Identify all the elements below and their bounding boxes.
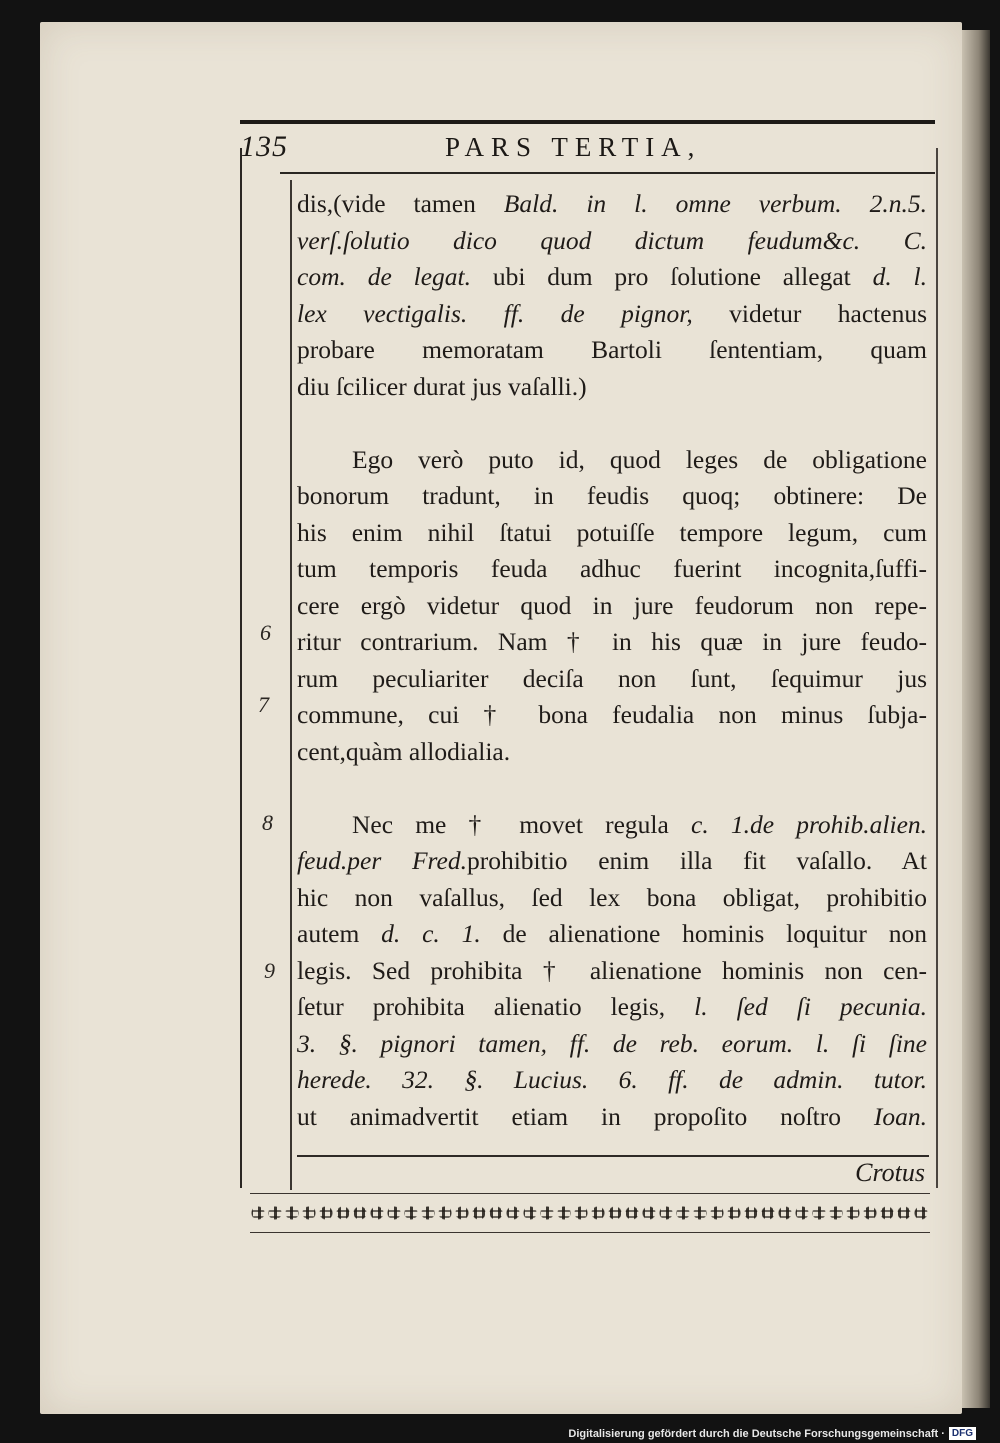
- text-line: cent,quàm allodialia.: [297, 736, 511, 766]
- text-line: tum temporis feuda adhuc fuerint incognita,ſuffi-: [297, 554, 927, 583]
- ornament-border-top: [250, 1193, 930, 1194]
- text-line: Ego verò puto id, quod leges de obligatione: [352, 444, 927, 474]
- running-title: PARS TERTIA,: [445, 132, 702, 162]
- dfg-logo-icon: DFG: [949, 1427, 976, 1440]
- text-line: ſetur prohibita alienatio legis, l. ſed ſi pecunia.: [297, 992, 927, 1021]
- ornament-border-bottom: [250, 1232, 930, 1233]
- text-line: feud.per Fred.prohibitio enim illa fit vaſallo. At: [297, 846, 927, 875]
- main-text: [297, 186, 927, 1135]
- text-line: diu ſcilicer durat jus vaſalli.): [297, 371, 587, 401]
- text-line: 3. §. pignori tamen, ff. de reb. eorum. l. ſi ſine: [297, 1028, 927, 1058]
- catchword: Crotus: [855, 1158, 925, 1187]
- text-line: commune, cui † bona feudalia non minus ſubja-: [297, 700, 927, 729]
- margin-note: 8: [262, 810, 273, 835]
- page-edge: [962, 30, 990, 1408]
- text-line: com. de legat. ubi dum pro ſolutione allegat d. l.: [297, 262, 928, 291]
- text-line: verſ.ſolutio dico quod dictum feudum&c. C.: [297, 225, 927, 255]
- page-number: 135: [240, 130, 288, 163]
- footer-text: Digitalisierung gefördert durch die Deutsche Forschungsgemeinschaft ·: [568, 1427, 945, 1440]
- text-line: dis,(vide tamen Bald. in l. omne verbum. 2.n.5.: [297, 189, 927, 218]
- text-line: cere ergò videtur quod in jure feudorum non repe-: [297, 590, 927, 620]
- margin-rule: [290, 180, 292, 1190]
- catchword-rule: [297, 1155, 929, 1157]
- text-line: lex vectigalis. ff. de pignor, videtur hactenus: [297, 298, 927, 328]
- margin-note: 7: [258, 692, 269, 717]
- text-line: legis. Sed prohibita † alienatione hominis non cen-: [297, 955, 927, 985]
- text-line: autem d. c. 1. de alienatione hominis loquitur non: [297, 919, 927, 948]
- top-rule: [240, 120, 935, 124]
- text-line: rum peculiariter deciſa non ſunt, ſequimur jus: [297, 663, 927, 693]
- digitization-footer: [568, 1427, 976, 1440]
- margin-note: 6: [260, 620, 271, 645]
- text-line: probare memoratam Bartoli ſententiam, quam: [297, 335, 927, 364]
- text-line: Nec me † movet regula c. 1.de prohib.alien.: [352, 809, 928, 839]
- text-line: herede. 32. §. Lucius. 6. ff. de admin. tutor.: [297, 1065, 927, 1094]
- text-line: his enim nihil ſtatui potuiſſe tempore legum, cum: [297, 517, 927, 547]
- text-line: hic non vaſallus, ſed lex bona obligat, prohibitio: [297, 882, 927, 912]
- margin-note: 9: [264, 958, 275, 983]
- text-line: bonorum tradunt, in feudis quoq; obtinere: De: [297, 481, 927, 510]
- text-line: ritur contrarium. Nam † in his quæ in jure feudo-: [297, 627, 927, 656]
- ornament-band: [250, 1196, 930, 1230]
- text-line: ut animadvertit etiam in propoſito noſtro Ioan.: [297, 1101, 927, 1131]
